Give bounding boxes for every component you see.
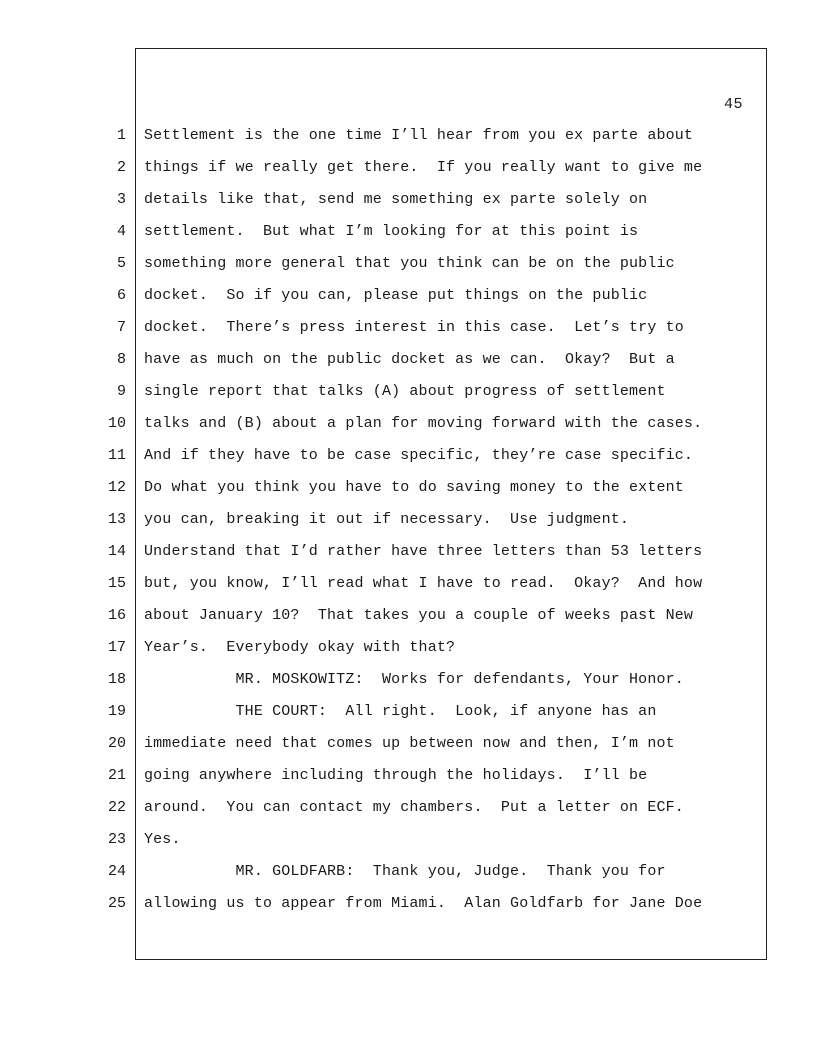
transcript-line: single report that talks (A) about progress of settlement (144, 383, 666, 400)
transcript-line: And if they have to be case specific, they’re case specific. (144, 447, 694, 464)
line-number: 3 (116, 191, 126, 208)
transcript-line: Settlement is the one time I’ll hear from you ex parte about (144, 127, 694, 144)
transcript-line: going anywhere including through the holidays. I’ll be (144, 767, 648, 784)
line-number: 8 (116, 351, 126, 368)
transcript-line: Yes. (144, 831, 181, 848)
line-number: 12 (107, 479, 126, 496)
line-number: 23 (107, 831, 126, 848)
transcript-line: things if we really get there. If you really want to give me (144, 159, 703, 176)
line-number: 10 (107, 415, 126, 432)
line-number: 1 (116, 127, 126, 144)
line-number: 14 (107, 543, 126, 560)
transcript-line: MR. MOSKOWITZ: Works for defendants, Your Honor. (144, 671, 684, 688)
line-number: 2 (116, 159, 126, 176)
transcript-line: docket. There’s press interest in this case. Let’s try to (144, 319, 684, 336)
transcript-line: have as much on the public docket as we can. Okay? But a (144, 351, 675, 368)
line-number: 17 (107, 639, 126, 656)
transcript-line: around. You can contact my chambers. Put a letter on ECF. (144, 799, 684, 816)
transcript-line: settlement. But what I’m looking for at this point is (144, 223, 639, 240)
line-number: 7 (116, 319, 126, 336)
line-number: 9 (116, 383, 126, 400)
transcript-line: immediate need that comes up between now and then, I’m not (144, 735, 675, 752)
line-number: 15 (107, 575, 126, 592)
transcript-line: but, you know, I’ll read what I have to read. Okay? And how (144, 575, 703, 592)
line-number: 16 (107, 607, 126, 624)
page-number: 45 (723, 96, 743, 113)
line-number: 19 (107, 703, 126, 720)
line-number-column (96, 120, 126, 920)
line-number: 4 (116, 223, 126, 240)
line-number: 11 (107, 447, 126, 464)
transcript-line: THE COURT: All right. Look, if anyone has an (144, 703, 657, 720)
line-number: 21 (107, 767, 126, 784)
line-number: 13 (107, 511, 126, 528)
line-number: 25 (107, 895, 126, 912)
transcript-line: you can, breaking it out if necessary. Use judgment. (144, 511, 630, 528)
transcript-line: docket. So if you can, please put things on the public (144, 287, 648, 304)
transcript-line: something more general that you think can be on the public (144, 255, 675, 272)
transcript-line: Do what you think you have to do saving money to the extent (144, 479, 684, 496)
transcript-line: allowing us to appear from Miami. Alan Goldfarb for Jane Doe (144, 895, 703, 912)
transcript-line: Year’s. Everybody okay with that? (144, 639, 456, 656)
transcript-line: Understand that I’d rather have three letters than 53 letters (144, 543, 703, 560)
transcript-line: MR. GOLDFARB: Thank you, Judge. Thank you for (144, 863, 666, 880)
line-number: 24 (107, 863, 126, 880)
line-number: 20 (107, 735, 126, 752)
line-number: 22 (107, 799, 126, 816)
line-number: 5 (116, 255, 126, 272)
line-number: 6 (116, 287, 126, 304)
line-number: 18 (107, 671, 126, 688)
transcript-body (144, 120, 744, 920)
transcript-line: details like that, send me something ex parte solely on (144, 191, 648, 208)
transcript-line: about January 10? That takes you a couple of weeks past New (144, 607, 694, 624)
transcript-line: talks and (B) about a plan for moving forward with the cases. (144, 415, 703, 432)
